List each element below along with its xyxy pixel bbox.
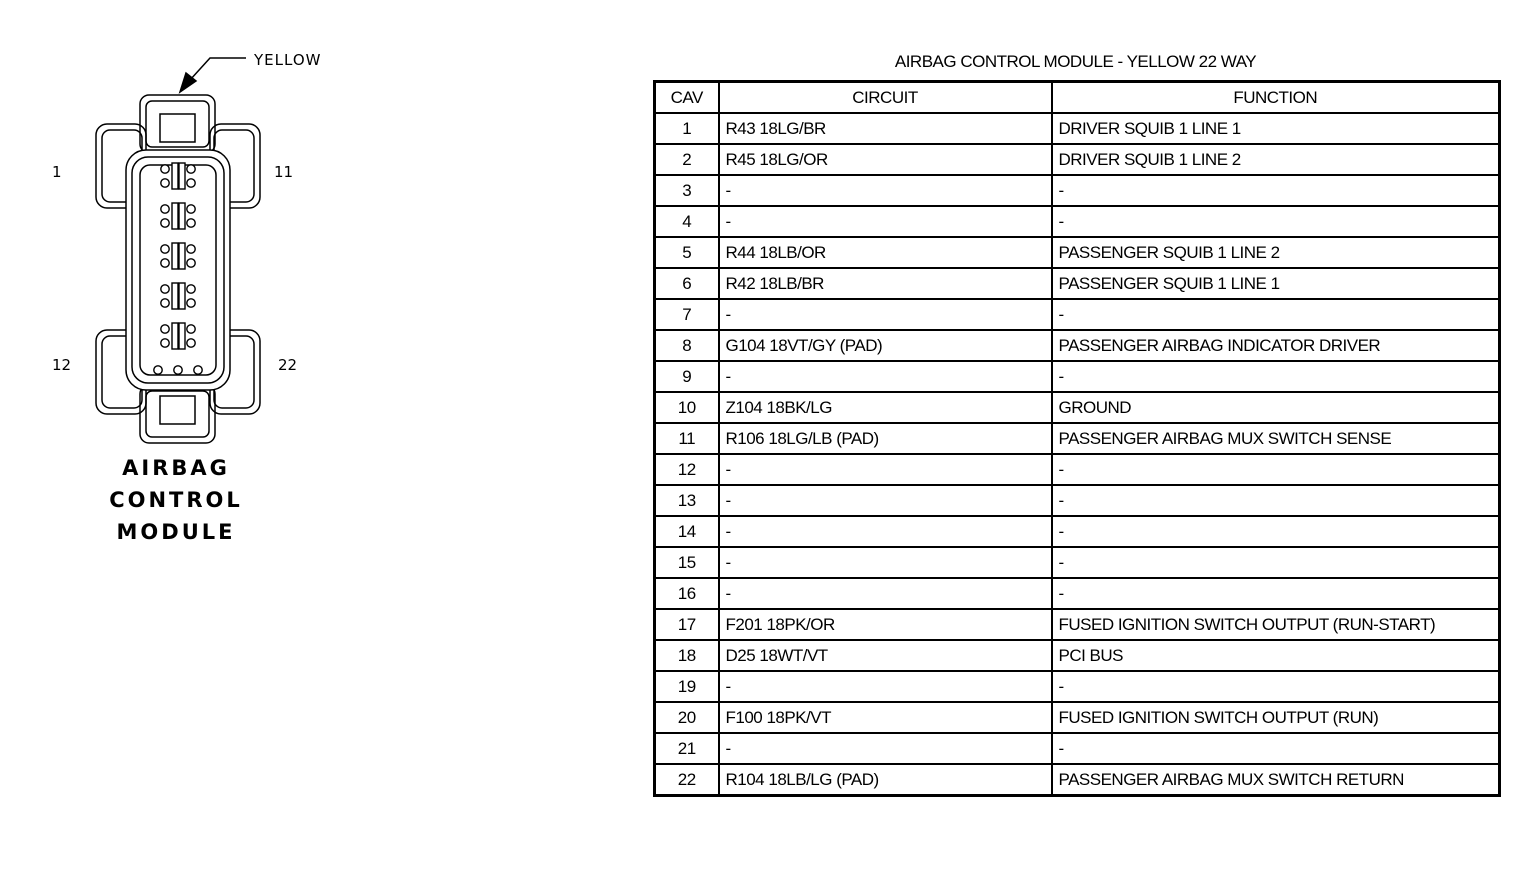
pin-label-11: 11 [274, 163, 294, 181]
cav-cell: 15 [655, 547, 719, 578]
cav-cell: 8 [655, 330, 719, 361]
table-row [655, 547, 1500, 578]
cav-cell: 14 [655, 516, 719, 547]
function-cell: PASSENGER AIRBAG MUX SWITCH RETURN [1052, 764, 1500, 796]
table-row [655, 454, 1500, 485]
circuit-cell: - [719, 547, 1052, 578]
cav-cell: 11 [655, 423, 719, 454]
function-cell: - [1052, 361, 1500, 392]
circuit-cell: D25 18WT/VT [719, 640, 1052, 671]
table-title: AIRBAG CONTROL MODULE - YELLOW 22 WAY [894, 52, 1257, 71]
table-row [655, 764, 1500, 796]
circuit-cell: - [719, 485, 1052, 516]
pin-label-22: 22 [278, 356, 298, 374]
cavity-circle [187, 285, 195, 293]
cavity-circle [194, 366, 202, 374]
cavity-circle [161, 325, 169, 333]
function-cell: PCI BUS [1052, 640, 1500, 671]
function-cell: DRIVER SQUIB 1 LINE 1 [1052, 113, 1500, 144]
circuit-cell: R106 18LG/LB (PAD) [719, 423, 1052, 454]
function-cell: - [1052, 206, 1500, 237]
cav-cell: 16 [655, 578, 719, 609]
cav-cell: 6 [655, 268, 719, 299]
cavity-circle [161, 285, 169, 293]
cavity-slot [179, 163, 185, 189]
header-circuit: CIRCUIT [719, 82, 1052, 114]
function-cell: - [1052, 175, 1500, 206]
circuit-cell: G104 18VT/GY (PAD) [719, 330, 1052, 361]
cavity-slot [172, 243, 178, 269]
circuit-cell: R43 18LG/BR [719, 113, 1052, 144]
table-row [655, 640, 1500, 671]
cavity-circle [187, 165, 195, 173]
function-cell: - [1052, 516, 1500, 547]
module-name-line-3: MODULE [116, 520, 236, 544]
circuit-cell: F201 18PK/OR [719, 609, 1052, 640]
table-row [655, 578, 1500, 609]
table-row [655, 206, 1500, 237]
circuit-cell: - [719, 361, 1052, 392]
cavity-circle [161, 205, 169, 213]
circuit-cell: Z104 18BK/LG [719, 392, 1052, 423]
function-cell: PASSENGER AIRBAG INDICATOR DRIVER [1052, 330, 1500, 361]
color-leader-arrow [180, 58, 246, 92]
function-cell: DRIVER SQUIB 1 LINE 2 [1052, 144, 1500, 175]
circuit-cell: F100 18PK/VT [719, 702, 1052, 733]
cav-cell: 4 [655, 206, 719, 237]
cav-cell: 13 [655, 485, 719, 516]
module-name-line-1: AIRBAG [122, 456, 230, 480]
cav-cell: 17 [655, 609, 719, 640]
cavity-circle [187, 299, 195, 307]
circuit-cell: - [719, 516, 1052, 547]
circuit-cell: R45 18LG/OR [719, 144, 1052, 175]
cavity-circle [187, 205, 195, 213]
table-row [655, 175, 1500, 206]
cav-cell: 2 [655, 144, 719, 175]
table-row [655, 299, 1500, 330]
function-cell: PASSENGER AIRBAG MUX SWITCH SENSE [1052, 423, 1500, 454]
table-row [655, 423, 1500, 454]
cavity-circle [161, 259, 169, 267]
cavity-slot [172, 283, 178, 309]
cav-cell: 21 [655, 733, 719, 764]
bottom-latch [140, 385, 215, 443]
function-cell: - [1052, 578, 1500, 609]
table-row [655, 237, 1500, 268]
cavity-circle [161, 165, 169, 173]
table-row [655, 671, 1500, 702]
cavity-slot [172, 323, 178, 349]
cav-cell: 9 [655, 361, 719, 392]
function-cell: PASSENGER SQUIB 1 LINE 1 [1052, 268, 1500, 299]
cavity-circle [187, 339, 195, 347]
circuit-cell: R44 18LB/OR [719, 237, 1052, 268]
cavity-circle [187, 219, 195, 227]
function-cell: FUSED IGNITION SWITCH OUTPUT (RUN-START) [1052, 609, 1500, 640]
table-row [655, 144, 1500, 175]
table-row [655, 330, 1500, 361]
cavity-circle [154, 366, 162, 374]
top-latch [140, 95, 215, 153]
table-row [655, 268, 1500, 299]
cavity-circle [161, 245, 169, 253]
connector-diagram [0, 0, 600, 600]
header-cav: CAV [655, 82, 719, 114]
cav-cell: 7 [655, 299, 719, 330]
cavity-circle [187, 259, 195, 267]
table-header-row [655, 82, 1500, 114]
pinout-table [653, 80, 1501, 797]
cavity-slot [179, 203, 185, 229]
cavity-circle [161, 179, 169, 187]
cavity-circle [187, 179, 195, 187]
circuit-cell: R42 18LB/BR [719, 268, 1052, 299]
cavity-slot [172, 163, 178, 189]
function-cell: - [1052, 671, 1500, 702]
table-row [655, 516, 1500, 547]
cavity-circle [161, 339, 169, 347]
function-cell: GROUND [1052, 392, 1500, 423]
cavity-slot [179, 323, 185, 349]
table-row [655, 733, 1500, 764]
function-cell: FUSED IGNITION SWITCH OUTPUT (RUN) [1052, 702, 1500, 733]
cav-cell: 20 [655, 702, 719, 733]
circuit-cell: - [719, 671, 1052, 702]
table-row [655, 361, 1500, 392]
function-cell: - [1052, 733, 1500, 764]
circuit-cell: - [719, 299, 1052, 330]
circuit-cell: - [719, 733, 1052, 764]
cav-cell: 1 [655, 113, 719, 144]
cav-cell: 10 [655, 392, 719, 423]
cavity-slot [179, 243, 185, 269]
table-row [655, 392, 1500, 423]
circuit-cell: - [719, 175, 1052, 206]
table-row [655, 485, 1500, 516]
cav-cell: 3 [655, 175, 719, 206]
table-row [655, 609, 1500, 640]
function-cell: - [1052, 485, 1500, 516]
cav-cell: 22 [655, 764, 719, 796]
cavity-slot [179, 283, 185, 309]
cavity-circle [174, 366, 182, 374]
module-name-line-2: CONTROL [109, 488, 243, 512]
header-function: FUNCTION [1052, 82, 1500, 114]
connector-color-label: YELLOW [254, 51, 322, 69]
circuit-cell: R104 18LB/LG (PAD) [719, 764, 1052, 796]
function-cell: PASSENGER SQUIB 1 LINE 2 [1052, 237, 1500, 268]
function-cell: - [1052, 299, 1500, 330]
cav-cell: 18 [655, 640, 719, 671]
circuit-cell: - [719, 206, 1052, 237]
circuit-cell: - [719, 578, 1052, 609]
cav-cell: 12 [655, 454, 719, 485]
cav-cell: 19 [655, 671, 719, 702]
function-cell: - [1052, 454, 1500, 485]
circuit-cell: - [719, 454, 1052, 485]
table-row [655, 113, 1500, 144]
cav-cell: 5 [655, 237, 719, 268]
function-cell: - [1052, 547, 1500, 578]
cavity-slot [172, 203, 178, 229]
pin-label-12: 12 [52, 356, 72, 374]
cavity-circle [187, 245, 195, 253]
pin-label-1: 1 [52, 163, 62, 181]
table-row [655, 702, 1500, 733]
cavity-circle [161, 299, 169, 307]
cavity-circle [187, 325, 195, 333]
cavity-circle [161, 219, 169, 227]
